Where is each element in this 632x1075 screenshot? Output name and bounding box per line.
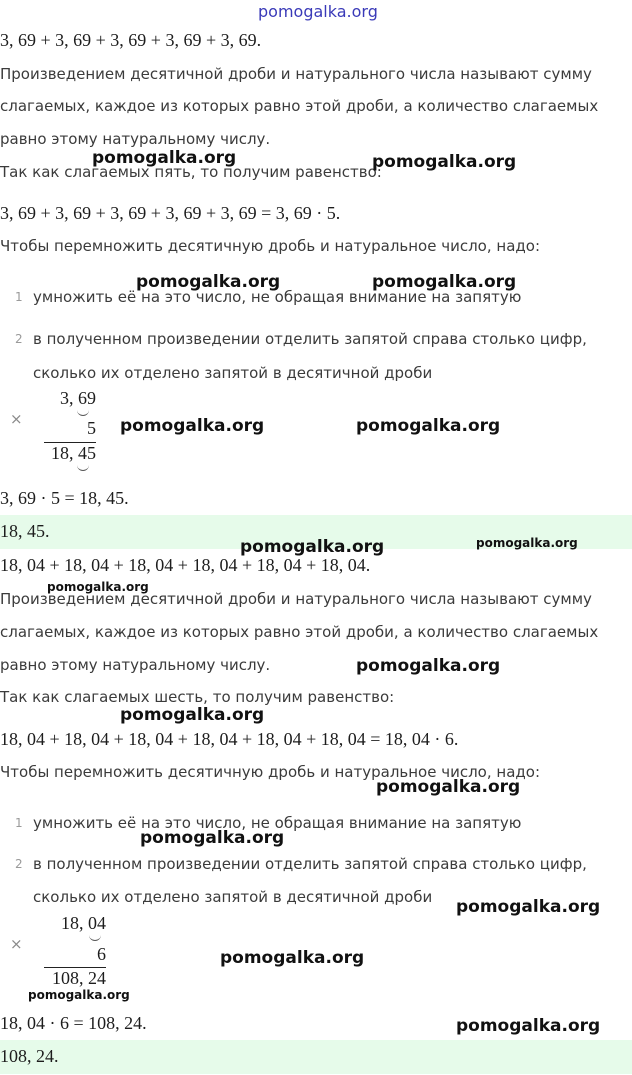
column-bottom-2: 6 <box>97 944 106 964</box>
digit-arc-1a <box>77 409 89 416</box>
watermark: pomogalka.org <box>456 1016 601 1036</box>
step-text-2-1: умножить её на это число, не обращая внимание на запятую <box>33 814 522 832</box>
step-number-1-1: 1 <box>15 290 23 304</box>
definition-line-1a: Произведением десятичной дроби и натурального числа называют сумму <box>0 65 592 83</box>
watermark: pomogalka.org <box>376 777 521 797</box>
watermark: pomogalka.org <box>120 705 265 725</box>
result-line-2: 18, 04 · 6 = 108, 24. <box>0 1013 147 1033</box>
rule-intro-2: Чтобы перемножить десятичную дробь и натуральное число, надо: <box>0 763 540 781</box>
equality-1: 3, 69 + 3, 69 + 3, 69 + 3, 69 + 3, 69 = 3, 69 · 5. <box>0 203 341 223</box>
column-top-2: 18, 04 <box>61 913 106 933</box>
watermark: pomogalka.org <box>136 272 281 292</box>
definition-line-1b: слагаемых, каждое из которых равно этой дроби, а количество слагаемых <box>0 97 599 115</box>
count-line-2: Так как слагаемых шесть, то получим равенство: <box>0 688 395 706</box>
watermark: pomogalka.org <box>92 148 237 168</box>
watermark: pomogalka.org <box>356 656 501 676</box>
definition-line-2c: равно этому натуральному числу. <box>0 656 271 674</box>
watermark: pomogalka.org <box>220 948 365 968</box>
multiply-sign-2: × <box>10 935 23 953</box>
watermark: pomogalka.org <box>372 272 517 292</box>
definition-line-1c: равно этому натуральному числу. <box>0 130 271 148</box>
watermark: pomogalka.org <box>356 416 501 436</box>
column-top-1: 3, 69 <box>60 388 96 408</box>
definition-line-2a: Произведением десятичной дроби и натурального числа называют сумму <box>0 590 592 608</box>
equality-2: 18, 04 + 18, 04 + 18, 04 + 18, 04 + 18, 04 + 18, 04 = 18, 04 · 6. <box>0 729 459 749</box>
watermark: pomogalka.org <box>140 828 285 848</box>
step-number-1-2: 2 <box>15 332 23 346</box>
watermark: pomogalka.org <box>240 537 385 557</box>
step-number-2-2: 2 <box>15 857 23 871</box>
step-text-1-2a: в полученном произведении отделить запятой справа столько цифр, <box>33 330 587 348</box>
answer-2: 108, 24. <box>0 1046 59 1066</box>
rule-intro-1: Чтобы перемножить десятичную дробь и натуральное число, надо: <box>0 237 540 255</box>
column-bottom-1: 5 <box>87 418 96 438</box>
digit-arc-1b <box>77 464 89 471</box>
step-text-1-1: умножить её на это число, не обращая внимание на запятую <box>33 288 522 306</box>
step-text-2-2b: сколько их отделено запятой в десятичной дроби <box>33 888 433 906</box>
watermark-top: pomogalka.org <box>258 2 378 21</box>
digit-arc-2a <box>89 934 101 941</box>
step-number-2-1: 1 <box>15 816 23 830</box>
count-line-1: Так как слагаемых пять, то получим равенство: <box>0 163 382 181</box>
watermark: pomogalka.org <box>120 416 265 436</box>
watermark: pomogalka.org <box>372 152 517 172</box>
step-text-1-2b: сколько их отделено запятой в десятичной дроби <box>33 364 433 382</box>
watermark-small: pomogalka.org <box>476 536 578 550</box>
sum-expression-2: 18, 04 + 18, 04 + 18, 04 + 18, 04 + 18, 04 + 18, 04. <box>0 555 371 575</box>
result-line-1: 3, 69 · 5 = 18, 45. <box>0 488 129 508</box>
sum-expression-1: 3, 69 + 3, 69 + 3, 69 + 3, 69 + 3, 69. <box>0 30 262 50</box>
answer-highlight-2 <box>0 1040 632 1074</box>
watermark: pomogalka.org <box>456 897 601 917</box>
column-result-1: 18, 45 <box>51 443 96 463</box>
multiply-sign-1: × <box>10 410 23 428</box>
column-result-2: 108, 24 <box>52 968 106 988</box>
step-text-2-2a: в полученном произведении отделить запятой справа столько цифр, <box>33 855 587 873</box>
answer-1: 18, 45. <box>0 521 50 541</box>
watermark-small: pomogalka.org <box>47 580 149 594</box>
definition-line-2b: слагаемых, каждое из которых равно этой дроби, а количество слагаемых <box>0 623 599 641</box>
watermark-small: pomogalka.org <box>28 988 130 1002</box>
